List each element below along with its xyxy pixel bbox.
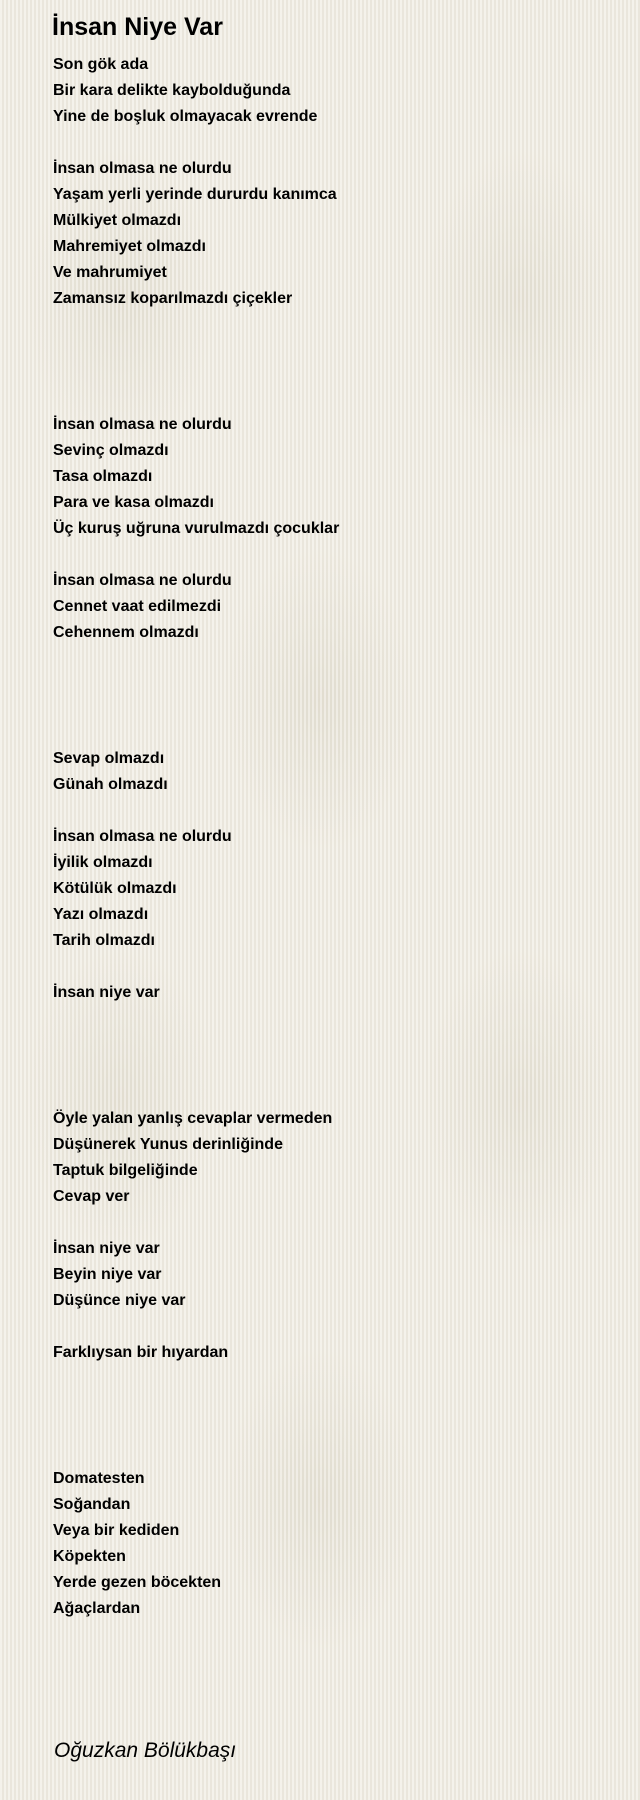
stanza-gap bbox=[53, 130, 613, 156]
poem-line: Kötülük olmazdı bbox=[53, 880, 177, 897]
poem-line: Zamansız koparılmazdı çiçekler bbox=[53, 290, 293, 307]
poem-line: Veya bir kediden bbox=[53, 1522, 180, 1539]
poem-line: Domatesten bbox=[53, 1470, 145, 1487]
stanza-6 bbox=[53, 824, 613, 954]
poem-line: Taptuk bilgeliğinde bbox=[53, 1162, 198, 1179]
poem-line: İnsan niye var bbox=[53, 1240, 160, 1257]
poem-line: Son gök ada bbox=[53, 56, 149, 73]
stanza-8 bbox=[53, 1106, 613, 1210]
poem-line: Cehennem olmazdı bbox=[53, 624, 199, 641]
section-gap bbox=[53, 646, 613, 746]
poem-line: Tarih olmazdı bbox=[53, 932, 155, 949]
poem-line: Cevap ver bbox=[53, 1188, 130, 1205]
section-gap bbox=[53, 312, 613, 412]
poem-line: Düşünerek Yunus derinliğinde bbox=[53, 1136, 283, 1153]
poem-body bbox=[53, 52, 613, 1622]
poem-title: İnsan Niye Var bbox=[52, 13, 223, 41]
stanza-4 bbox=[53, 568, 613, 646]
poem-line: Para ve kasa olmazdı bbox=[53, 494, 214, 511]
poem-line: Mülkiyet olmazdı bbox=[53, 212, 182, 229]
poem-line: Tasa olmazdı bbox=[53, 468, 153, 485]
poem-line: Yerde gezen böcekten bbox=[53, 1574, 222, 1591]
poem-line: Ve mahrumiyet bbox=[53, 264, 167, 281]
stanza-10 bbox=[53, 1340, 613, 1366]
poem-line: Farklıysan bir hıyardan bbox=[53, 1344, 229, 1361]
author-name: Oğuzkan Bölükbaşı bbox=[54, 1739, 237, 1762]
stanza-11 bbox=[53, 1466, 613, 1622]
poem-line: Beyin niye var bbox=[53, 1266, 162, 1283]
poem-line: İyilik olmazdı bbox=[53, 854, 153, 871]
section-gap bbox=[53, 1006, 613, 1106]
poem-line: Soğandan bbox=[53, 1496, 131, 1513]
poem-line: Sevinç olmazdı bbox=[53, 442, 169, 459]
poem-line: Üç kuruş uğruna vurulmazdı çocuklar bbox=[53, 520, 340, 537]
stanza-1 bbox=[53, 52, 613, 130]
poem-line: Yine de boşluk olmayacak evrende bbox=[53, 108, 318, 125]
poem-line: İnsan olmasa ne olurdu bbox=[53, 416, 232, 433]
stanza-5 bbox=[53, 746, 613, 798]
stanza-gap bbox=[53, 954, 613, 980]
poem-line: Öyle yalan yanlış cevaplar vermeden bbox=[53, 1110, 333, 1127]
stanza-gap bbox=[53, 1210, 613, 1236]
poem-line: Ağaçlardan bbox=[53, 1600, 141, 1617]
section-gap bbox=[53, 1366, 613, 1466]
poem-line: İnsan olmasa ne olurdu bbox=[53, 160, 232, 177]
poem-line: İnsan olmasa ne olurdu bbox=[53, 828, 232, 845]
poem-line: Köpekten bbox=[53, 1548, 126, 1565]
poem-line: Cennet vaat edilmezdi bbox=[53, 598, 222, 615]
poem-line: Mahremiyet olmazdı bbox=[53, 238, 206, 255]
stanza-9 bbox=[53, 1236, 613, 1314]
stanza-2 bbox=[53, 156, 613, 312]
stanza-7 bbox=[53, 980, 613, 1006]
stanza-gap bbox=[53, 1314, 613, 1340]
poem-line: Günah olmazdı bbox=[53, 776, 168, 793]
poem-line: Düşünce niye var bbox=[53, 1292, 186, 1309]
stanza-gap bbox=[53, 798, 613, 824]
stanza-3 bbox=[53, 412, 613, 542]
poem-line: Yaşam yerli yerinde dururdu kanımca bbox=[53, 186, 337, 203]
poem-line: İnsan niye var bbox=[53, 984, 160, 1001]
stanza-gap bbox=[53, 542, 613, 568]
poem-line: Bir kara delikte kaybolduğunda bbox=[53, 82, 291, 99]
poem-line: Yazı olmazdı bbox=[53, 906, 149, 923]
poem-line: Sevap olmazdı bbox=[53, 750, 165, 767]
poem-line: İnsan olmasa ne olurdu bbox=[53, 572, 232, 589]
